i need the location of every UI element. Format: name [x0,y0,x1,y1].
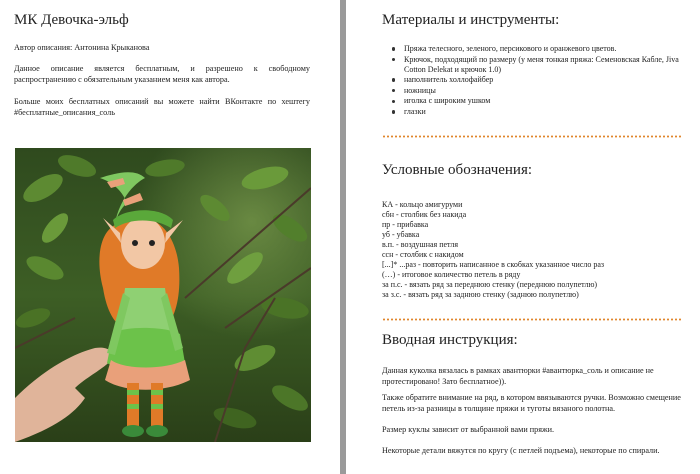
abbreviation-line: в.п. - воздушная петля [382,240,459,249]
elf-doll-photo [15,148,311,442]
abbreviation-line: пр - прибавка [382,220,429,229]
intro-paragraph: Также обратите внимание на ряд, в котором ввязываются ручки. Возможно смещение петель из-за разницы в толщине пряжи и туготы вязаного полотна. [382,393,681,413]
doc-title: МК Девочка-эльф [14,12,129,28]
right-page [346,0,700,474]
abbreviation-line: КА - кольцо амигуруми [382,200,463,209]
abbreviation-line: [...]* ...раз - повторить написанное в скобках указанное число раз [382,260,605,269]
list-item: Пряжа телесного, зеленого, персикового и оранжевого цветов. [390,44,686,54]
intro-paragraph: Данная куколка вязалась в рамках авантюрки #авантюрка_соль и описание не протестировано! Зато бесплатное)). [382,366,654,386]
list-item: глазки [390,107,686,117]
abbreviation-line: за п.с. - вязать ряд за переднюю стенку (переднюю полупетлю) [382,280,598,289]
abbreviations-title: Условные обозначения: [382,162,533,178]
abbreviation-line: уб - убавка [382,230,420,239]
author-line: Автор описания: Антонина Крыканова [14,43,150,52]
list-item: наполнитель холлофайбер [390,75,686,85]
dotted-divider [382,135,682,138]
materials-list [390,44,686,118]
intro-paragraph: Размер куклы зависит от выбранной вами пряжи. [382,425,555,434]
list-item: иголка с широким ушком [390,96,686,106]
more-paragraph: Больше моих бесплатных описаний вы можете найти ВКонтакте по хештегу #бесплатные_описания_соль [14,97,310,117]
abbreviation-line: сбн - столбик без накида [382,210,467,219]
dotted-divider [382,318,682,321]
abbreviation-line: за з.с. - вязать ряд за заднюю стенку (заднюю полупетлю) [382,290,579,299]
doll-face [121,217,165,269]
abbreviation-line: ссн - столбик с накидом [382,250,464,259]
materials-title: Материалы и инструменты: [382,12,560,28]
abbreviation-line: (…) - итоговое количество петель в ряду [382,270,521,279]
list-item: Крючок, подходящий по размеру (у меня тонкая пряжа: Семеновская Кабле, Jiva Cotton Delekat и крючок 1.0) [390,55,686,75]
list-item: ножницы [390,86,686,96]
left-page [0,0,340,474]
license-paragraph: Данное описание является бесплатным, и разрешено к свободному распространению с обязательным указанием меня как автора. [14,64,310,84]
intro-title: Вводная инструкция: [382,332,518,348]
intro-paragraph: Некоторые детали вяжутся по кругу (с петлей подъема), некоторые по спирали. [382,446,660,455]
